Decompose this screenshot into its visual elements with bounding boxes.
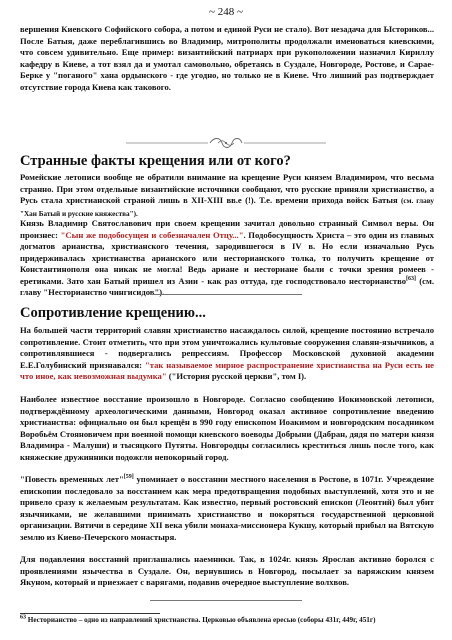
page-number: ~ 248 ~ (209, 6, 243, 18)
footnote-text: Несторианство – одно из направлений христианства. Церковью объявлена ересью (соборы 431г, 449г, 451г) (26, 616, 376, 624)
paragraph-4 (20, 325, 434, 383)
paragraph-2 (20, 172, 434, 220)
paragraph-4-start: На большей части территорий славян христианство насаждалось силой, крещение постоянно встречало сопротивление. Стоит отметить, что при этом уничтожались культовые сооружения славян-язычников, а сопротивлявшиеся - подвергались репрессиям. Профессор Московской духовной академии Е.Е.Голубинский признавался: (20, 325, 434, 370)
paragraph-6-end: упоминает о восстании местного населения в Ростове, в 1071г. Учреждение епископии последовало за восстанием как мера предотвращения подобных выступлений, хотя это и не привело сразу к желаемым результатам. Как известно, первый ростовский епископ (Леонтий) был убит язычниками, не желавшими принимать христианство и покоряться государственной церковной организации. Вятичи в середине XII века убили монаха-миссионера Кукшу, который прибыл на Вятскую землю из Киево-Печерского монастыря. (20, 474, 434, 542)
footnote (20, 616, 434, 625)
section-heading-strange-facts: Странные факты крещения или от кого? (20, 153, 291, 169)
paragraph-5: Наиболее известное восстание произошло в Новгороде. Согласно сообщению Иокимовской летописи, подтверждённому археологическими данными, Новгород оказал активное сопротивление введению христианства: официально он был крещён в 990 году епископом Иоакимом и новгородским посадником Воробьём Стояновичем при военной помощи киевского воеводы Добрыни (Дабран, дядя по матери князя Владимира - Малуши) и тысяцкого Путяты. Новгородцы согласились креститься лишь после того, как княжеские дружинники подожгли непокорный город. (20, 394, 434, 462)
footnote-separator (20, 613, 160, 614)
scroll-ornament-icon (126, 137, 326, 149)
paragraph-3-start: Князь Владимир Святославович при своем крещении зачитал довольно странный Символ веры. Он произнес: (20, 218, 434, 240)
paragraph-6-start: "Повесть временных лет" (20, 474, 124, 484)
footnote-ref-59[interactable]: [59] (123, 474, 134, 481)
paragraph-7: Для подавления восстаний приглашались наемники. Так, в 1024г. князь Ярослав активно боролся с проявлениями язычества в Суздале. Он, вернувшись в Новгород, посылает за варяжским князем Якуном, который и приезжает с варягами, подавив очередное выступление волхвов. (20, 554, 434, 587)
paragraph-1: вершения Киевского Софийского собора, а потом и единой Руси не стало). Вот незадача для Ысториков... После Батыя, даже переблагившись во Владимир, митрополиты продолжали именоваться киевскими, что совсем удивительно. Еще пример: византийский патриарх при рукоположении назначил Кириллу кафедру в Киеве, а тот взял да и умотал самовольно, обретаясь в Суздале, Новгороде, Ростове, и Сарае-Берке у "поганого" хана ордынского - где угодно, но только не в Киеве. Что лишний раз подтверждает отсутствие города Киева как такового. (20, 24, 434, 92)
paragraph-3 (20, 218, 434, 299)
footnote-ref-63[interactable]: [63] (406, 275, 417, 282)
golubinsky-quote: "так называемое мирное распространение христианства на Руси есть не что иное, как невозможная выдумка" (20, 359, 434, 381)
paragraph-2-text: Ромейские летописи вообще не обратили внимание на крещение Руси князем Владимиром, что весьма странно. При этом отдельные византийские источники сообщают, что русские приняли христианство, а Русь стала христианской страной лишь в XII-XIII вв.е (!). Т.е. времени прихода войск Батыя (20, 172, 434, 205)
section-heading-resistance: Сопротивление крещению... (20, 305, 206, 321)
section-divider-bottom (150, 600, 302, 601)
paragraph-3-mid: . Подобосущность Христа – это один из главных догматов арианства, христианского течения, зародившегося в IV в. Но если изначально Русь придерживалась христианства арианского или несторианского толка, то получить крещение от Константинополя она никак не могла! Ведь ариане и несториане были с точки зрения ромеев - еретиками. Зато хан Батый пришел из Азии - как раз оттуда, где господствовало несторианство (20, 229, 434, 286)
paragraph-6 (20, 474, 434, 543)
footnote-number: 63 (20, 614, 26, 621)
paragraph-4-end: ("История русской церкви", том I). (166, 371, 307, 381)
section-divider (150, 294, 302, 295)
paragraph-3-end: (см. главу "Несторианство чингисидов"). (20, 275, 434, 297)
chapter-reference: (см. главу "Хан Батый и русские княжества"). (20, 197, 435, 218)
creed-quote: "Сын же подобосущен и собезначален Отцу..." (60, 229, 244, 240)
